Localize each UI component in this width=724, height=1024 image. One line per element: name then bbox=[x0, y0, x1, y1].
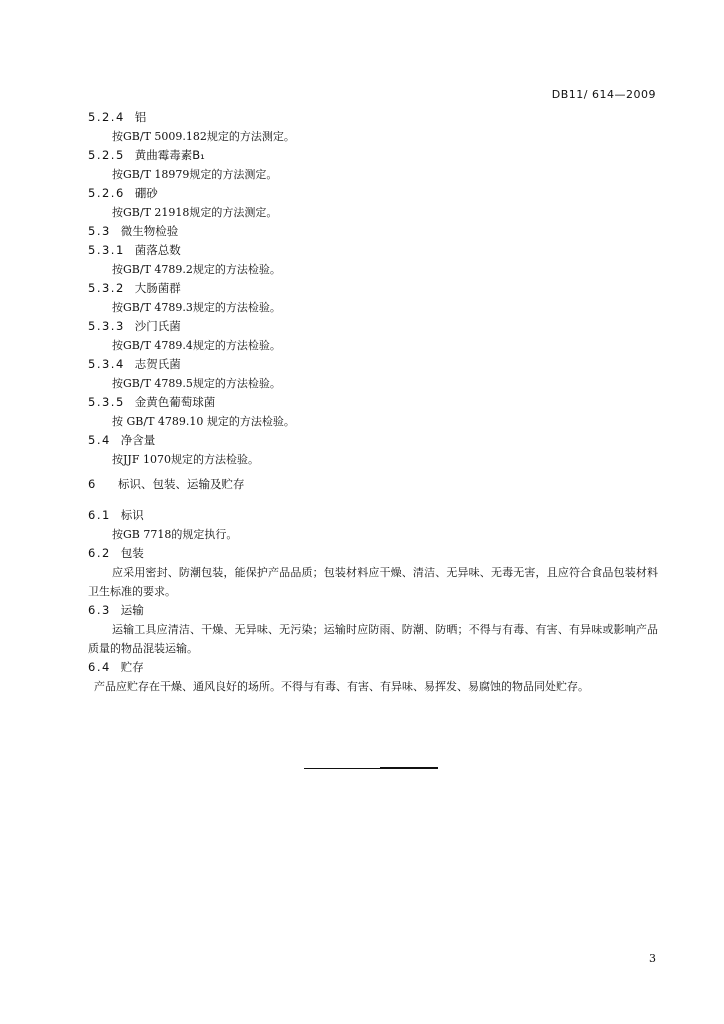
clause-heading bbox=[88, 222, 658, 241]
clause-text: 按GB/T 18979规定的方法测定。 bbox=[112, 168, 278, 181]
clause-heading bbox=[88, 393, 658, 412]
section-number: 6 bbox=[88, 477, 96, 491]
clause-heading bbox=[88, 241, 658, 260]
clause-number: 6.3 bbox=[88, 603, 111, 617]
clause-title: 标识 bbox=[120, 508, 144, 522]
clause-number: 5.2.6 bbox=[88, 186, 125, 200]
clause-text: 按JJF 1070规定的方法检验。 bbox=[112, 453, 259, 466]
end-rule bbox=[304, 768, 438, 769]
clause-number: 6.4 bbox=[88, 660, 111, 674]
clause-title: 志贺氏菌 bbox=[134, 357, 181, 371]
clause-title: 运输 bbox=[120, 603, 144, 617]
clause-title: 包装 bbox=[120, 546, 144, 560]
clause-heading bbox=[88, 146, 658, 165]
clause-paragraph: 运输工具应清洁、干燥、无异味、无污染；运输时应防雨、防潮、防晒；不得与有毒、有害、有异味或影响产品质量的物品混装运输。 bbox=[88, 623, 658, 655]
clause-text: 按GB/T 4789.3规定的方法检验。 bbox=[112, 301, 281, 314]
document-body bbox=[88, 108, 658, 696]
clause-paragraph: 产品应贮存在干燥、通风良好的场所。不得与有毒、有害、有异味、易挥发、易腐蚀的物品同处贮存。 bbox=[94, 680, 589, 693]
clause-title: 金黄色葡萄球菌 bbox=[134, 395, 216, 409]
clause-heading bbox=[88, 184, 658, 203]
section-6-heading bbox=[88, 475, 658, 494]
clause-number: 5.3.5 bbox=[88, 395, 125, 409]
clause-text: 按GB/T 4789.5规定的方法检验。 bbox=[112, 377, 281, 390]
clause-paragraph: 应采用密封、防潮包装，能保护产品品质；包装材料应干燥、清洁、无异味、无毒无害，且应符合食品包装材料卫生标准的要求。 bbox=[88, 566, 658, 598]
clause-number: 6.2 bbox=[88, 546, 111, 560]
clause-text: 按GB/T 4789.4规定的方法检验。 bbox=[112, 339, 281, 352]
clause-text: 按GB/T 5009.182规定的方法测定。 bbox=[112, 130, 295, 143]
clause-text: 按GB/T 21918规定的方法测定。 bbox=[112, 206, 278, 219]
clause-number: 5.3.3 bbox=[88, 319, 125, 333]
clause-number: 5.4 bbox=[88, 433, 111, 447]
section-6-content bbox=[88, 506, 658, 696]
clause-number: 6.1 bbox=[88, 508, 111, 522]
clause-title: 菌落总数 bbox=[134, 243, 181, 257]
clause-number: 5.3.2 bbox=[88, 281, 125, 295]
clause-number: 5.3.4 bbox=[88, 357, 125, 371]
clause-title: 净含量 bbox=[120, 433, 156, 447]
clause-title: 铝 bbox=[134, 110, 147, 124]
clause-number: 5.2.4 bbox=[88, 110, 125, 124]
clause-title: 硼砂 bbox=[134, 186, 158, 200]
clause-heading bbox=[88, 601, 658, 620]
page-number: 3 bbox=[649, 952, 656, 965]
clause-title: 沙门氏菌 bbox=[134, 319, 181, 333]
clause-heading bbox=[88, 108, 658, 127]
clause-heading bbox=[88, 355, 658, 374]
clause-text: 按GB 7718的规定执行。 bbox=[112, 528, 238, 541]
clause-heading bbox=[88, 317, 658, 336]
clause-text: 按 GB/T 4789.10 规定的方法检验。 bbox=[112, 415, 295, 428]
clause-title: 大肠菌群 bbox=[134, 281, 181, 295]
clause-number: 5.2.5 bbox=[88, 148, 125, 162]
clause-number: 5.3.1 bbox=[88, 243, 125, 257]
clause-heading bbox=[88, 279, 658, 298]
clause-number: 5.3 bbox=[88, 224, 111, 238]
clause-title: 黄曲霉毒素B₁ bbox=[134, 148, 205, 162]
document-code: DB11/ 614—2009 bbox=[551, 88, 656, 101]
clause-text: 按GB/T 4789.2规定的方法检验。 bbox=[112, 263, 281, 276]
clause-heading bbox=[88, 544, 658, 563]
clause-heading bbox=[88, 431, 658, 450]
clause-heading bbox=[88, 506, 658, 525]
clause-title: 贮存 bbox=[120, 660, 144, 674]
clause-heading bbox=[88, 658, 658, 677]
section-5-content bbox=[88, 108, 658, 469]
section-title: 标识、包装、运输及贮存 bbox=[118, 477, 245, 491]
clause-title: 微生物检验 bbox=[120, 224, 179, 238]
